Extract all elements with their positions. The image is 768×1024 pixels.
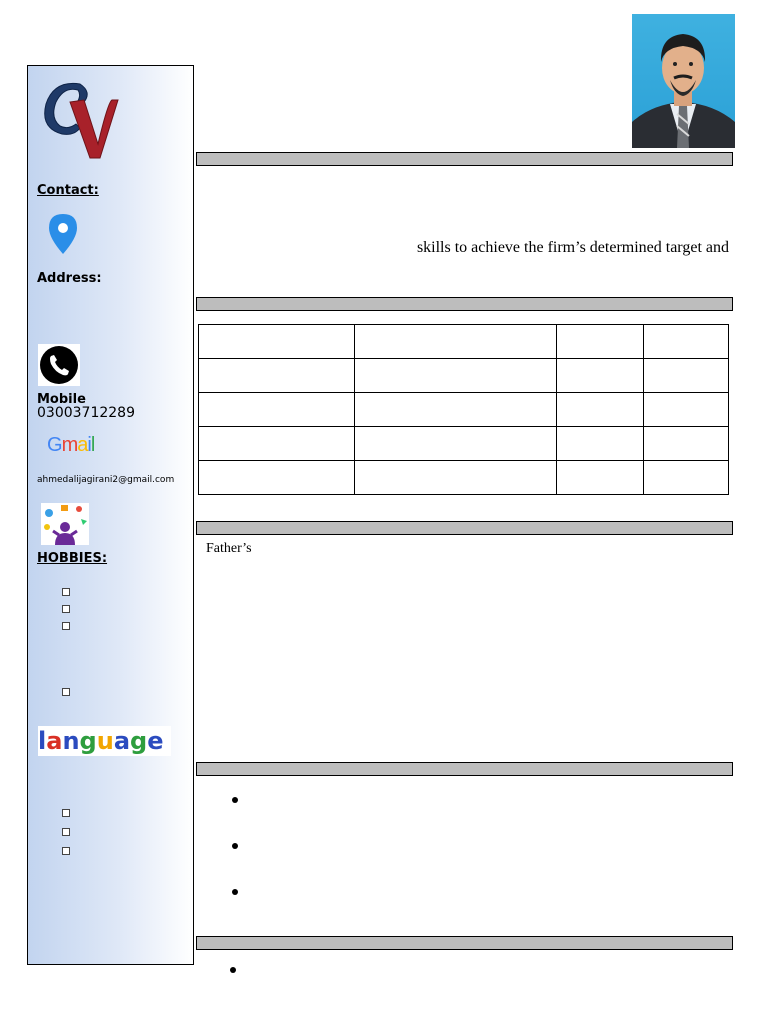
section-bar-references [196,936,733,950]
table-cell [644,325,729,359]
table-row [199,393,729,427]
table-cell [355,325,557,359]
table-cell [644,461,729,495]
phone-icon [38,344,80,391]
personal-info-text: Father’s [206,541,252,556]
bullet-point [232,843,238,849]
mobile-number: 03003712289 [37,405,135,421]
table-cell [199,427,355,461]
hobbies-icon [41,503,89,550]
gmail-icon: Gmail [47,434,95,456]
table-cell [355,461,557,495]
address-label: Address: [37,271,102,286]
table-cell [644,393,729,427]
hobby-checkbox[interactable] [62,588,70,596]
location-pin-icon [49,214,77,259]
table-cell [557,461,644,495]
table-cell [557,393,644,427]
table-cell [199,393,355,427]
bullet-point [232,889,238,895]
education-table [198,324,729,495]
table-cell [644,427,729,461]
table-cell [355,359,557,393]
table-cell [557,427,644,461]
language-checkbox[interactable] [62,847,70,855]
bullet-point [232,797,238,803]
hobby-checkbox[interactable] [62,622,70,630]
table-row [199,461,729,495]
objective-text: skills to achieve the firm’s determined target and [416,239,729,256]
contact-label: Contact: [37,183,99,198]
section-bar-education [196,297,733,311]
language-checkbox[interactable] [62,809,70,817]
table-cell [199,359,355,393]
section-bar-objective [196,152,733,166]
table-row [199,427,729,461]
table-cell [644,359,729,393]
hobby-checkbox[interactable] [62,688,70,696]
table-cell [199,461,355,495]
table-cell [355,427,557,461]
bullet-point [230,967,236,973]
sidebar [27,65,194,965]
section-bar-skills [196,762,733,776]
email-text: ahmedalijagirani2@gmail.com [37,475,175,485]
mobile-label: Mobile [37,392,86,407]
table-cell [199,325,355,359]
profile-photo [632,14,735,148]
table-cell [557,325,644,359]
table-cell [557,359,644,393]
language-icon: language [38,726,171,756]
hobbies-label: HOBBIES: [37,551,108,566]
hobby-checkbox[interactable] [62,605,70,613]
table-cell [355,393,557,427]
table-row [199,325,729,359]
section-bar-personal [196,521,733,535]
table-row [199,359,729,393]
cv-logo [36,74,121,164]
language-checkbox[interactable] [62,828,70,836]
